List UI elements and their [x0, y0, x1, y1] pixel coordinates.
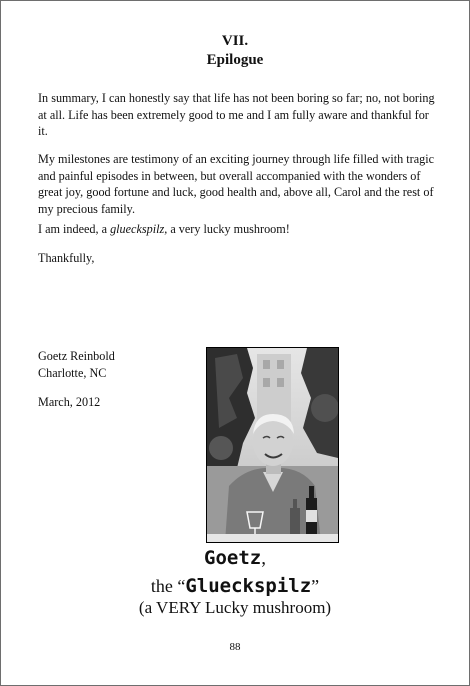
- signature-date: March, 2012: [38, 395, 101, 409]
- portrait-photo: [206, 347, 339, 543]
- paragraph-summary: In summary, I can honestly say that life has not been boring so far; no, not boring at all. Life has been extremely good to me and I am fully aware and thankful for it.: [38, 91, 435, 138]
- paragraph-lucky: [38, 221, 436, 238]
- signature-city: Charlotte, NC: [38, 366, 107, 380]
- caption-nickname-line: [1, 575, 469, 597]
- paragraph-milestones: My milestones are testimony of an exciting journey through life filled with tragic and painful episodes in between, but overall accompanied with the wonders of great joy, good fortune and luck, good health and, above all, Carol and the rest of my precious family.: [38, 152, 434, 216]
- page-number: 88: [229, 641, 241, 653]
- caption-the: the “: [150, 576, 186, 596]
- lucky-text-start: I am indeed, a: [38, 222, 111, 236]
- signature-name: Goetz Reinbold: [38, 349, 115, 363]
- caption-name: Goetz: [204, 547, 262, 569]
- closing-thankfully: Thankfully,: [38, 251, 95, 265]
- chapter-title: Epilogue: [206, 52, 264, 68]
- caption-name-line: [1, 547, 469, 570]
- glueckspilz-word: glueckspilz,: [110, 222, 168, 236]
- chapter-number: VII.: [221, 33, 249, 49]
- caption-nickname: Glueckspilz: [185, 575, 312, 597]
- caption-subtitle: (a VERY Lucky mushroom): [138, 598, 332, 617]
- lucky-text-end: a very lucky mushroom!: [167, 222, 290, 236]
- caption-close-quote: ”: [311, 576, 320, 596]
- caption-comma: ,: [261, 548, 266, 569]
